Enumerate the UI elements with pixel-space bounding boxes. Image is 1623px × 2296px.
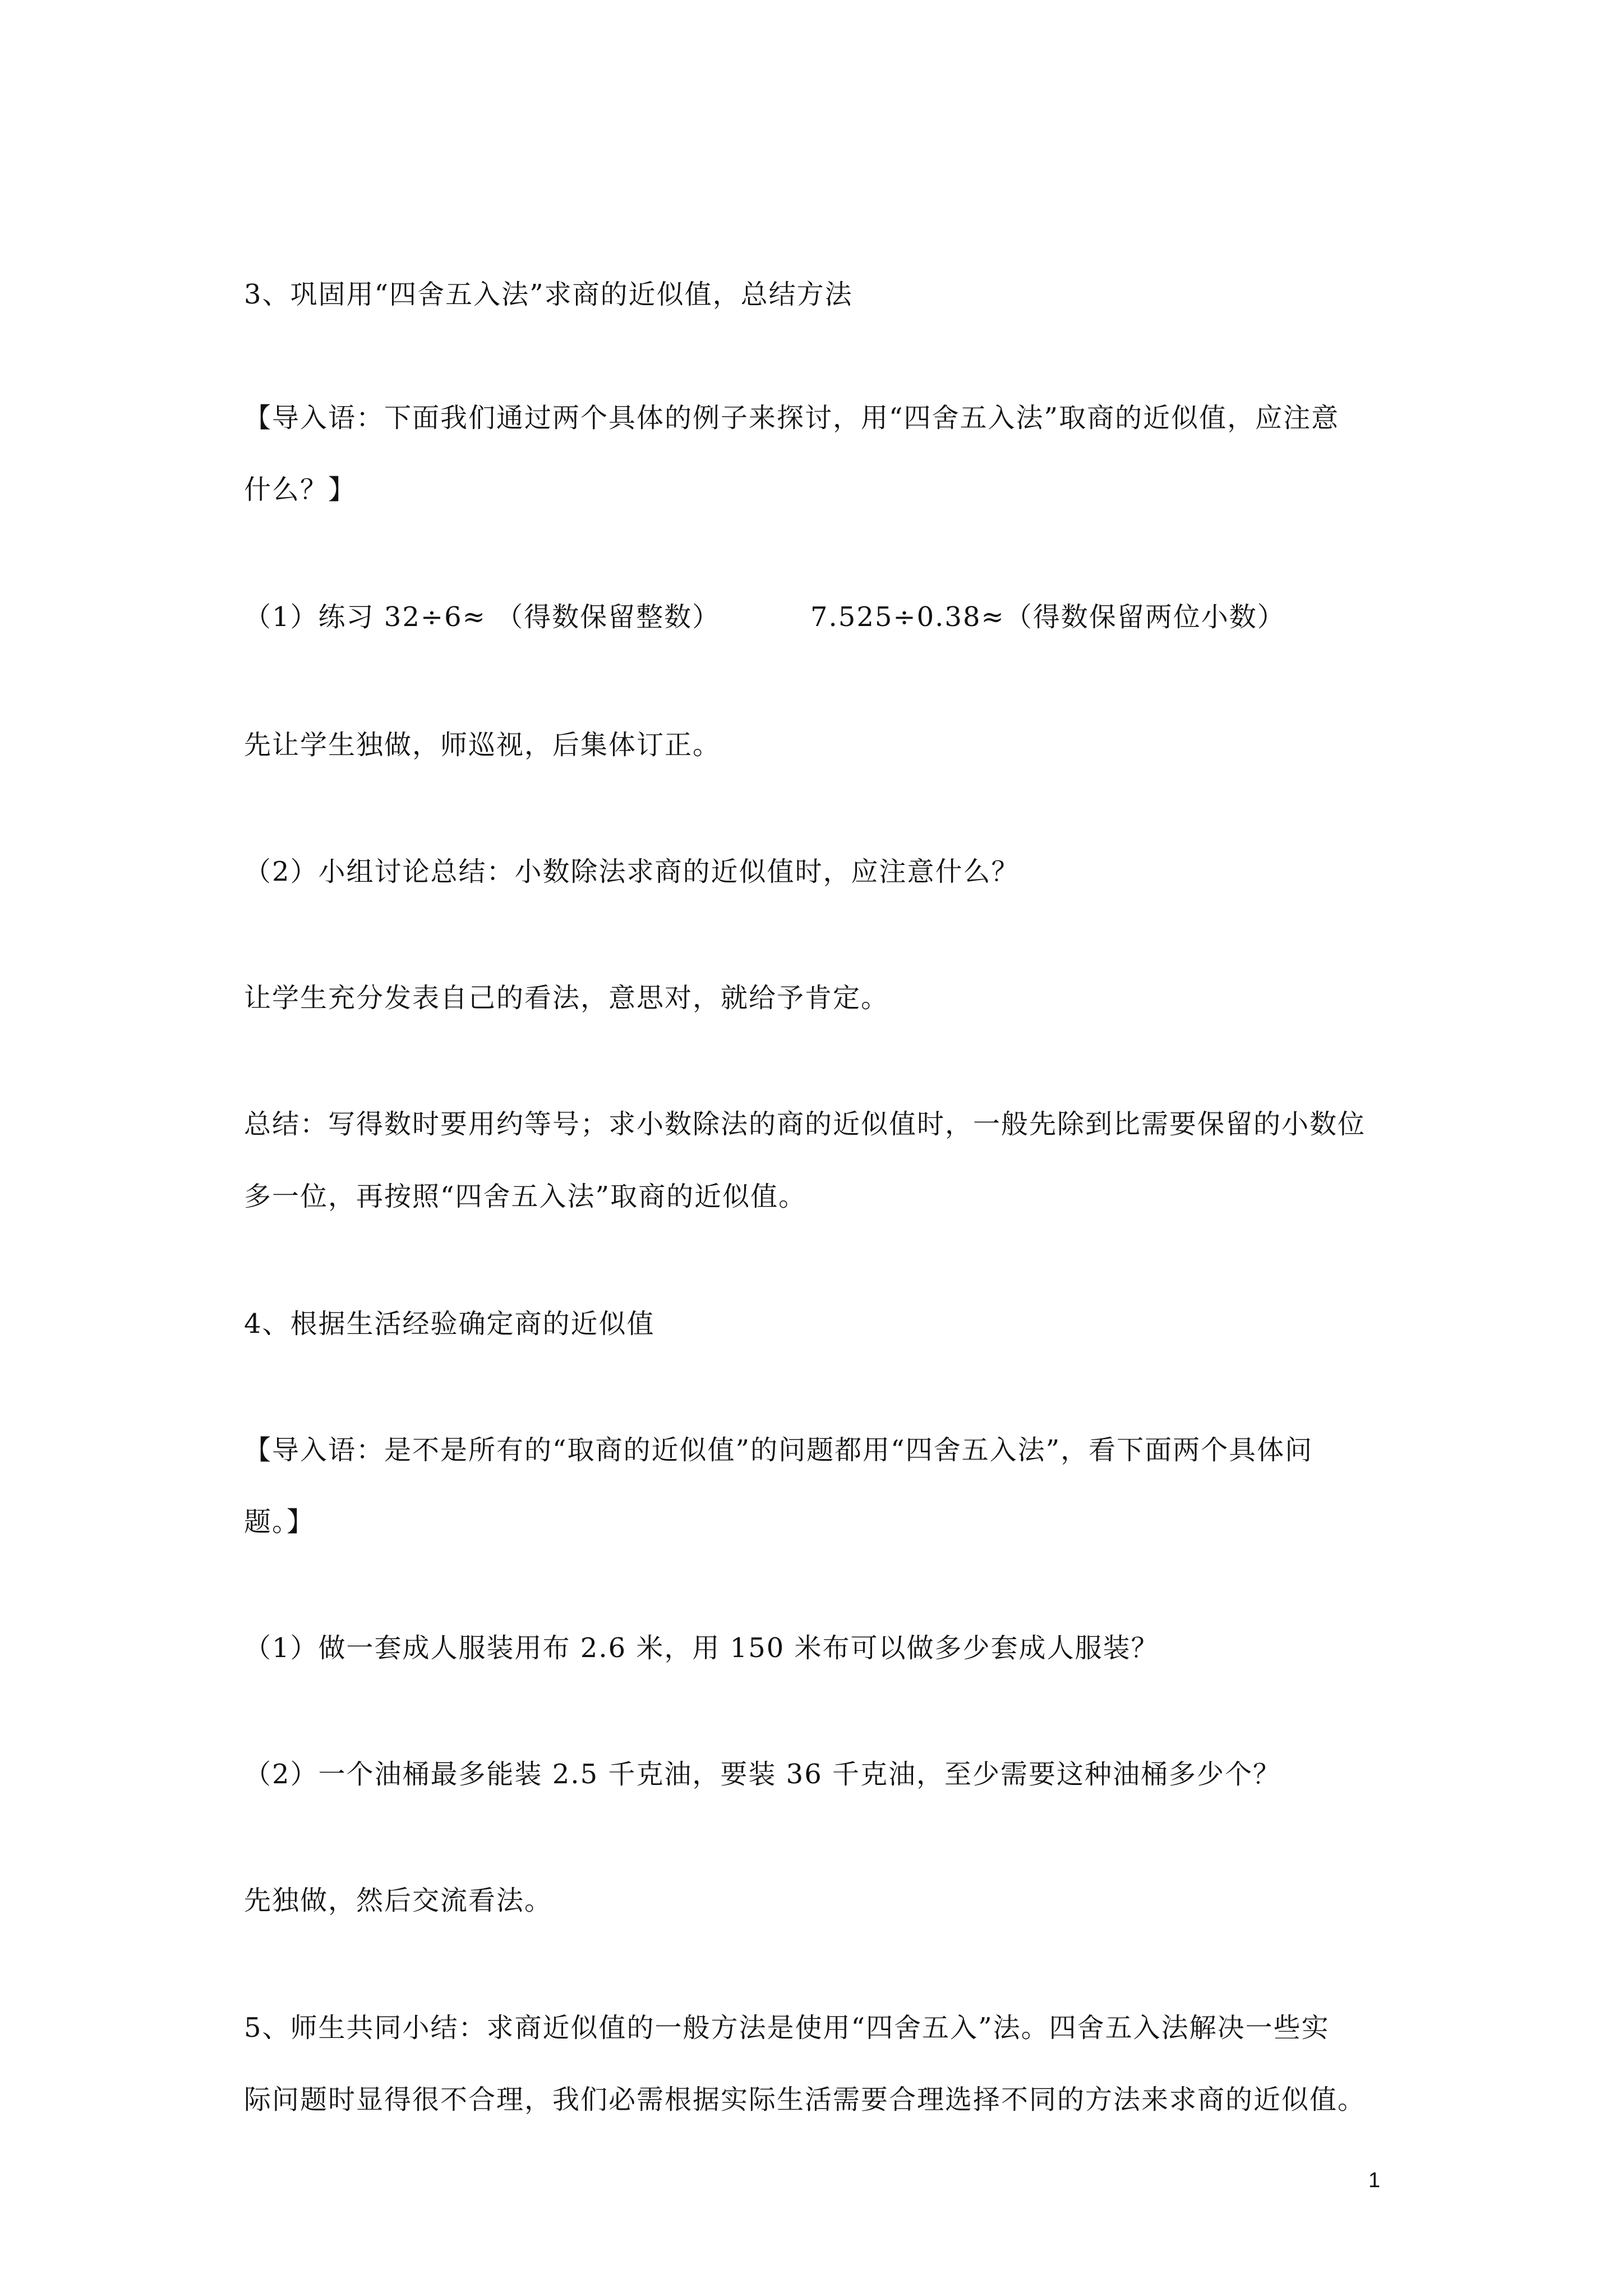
section-3-heading: 3、巩固用“四舍五入法”求商的近似值，总结方法 <box>244 279 853 310</box>
intro-text-line-1: 【导入语：下面我们通过两个具体的例子来探讨，用“四舍五入法”取商的近似值，应注意 <box>244 402 1340 434</box>
intro-2-line-1: 【导入语：是不是所有的“取商的近似值”的问题都用“四舍五入法”，看下面两个具体问 <box>244 1434 1313 1466</box>
exercise-1-part-b: 7.525÷0.38≈（得数保留两位小数） <box>810 601 1285 633</box>
conclusion-line-2: 际问题时显得很不合理，我们必需根据实际生活需要合理选择不同的方法来求商的近似值。 <box>244 2084 1366 2115</box>
exercise-1-line <box>244 600 1285 634</box>
instruction-line: 先让学生独做，师巡视，后集体订正。 <box>244 729 721 761</box>
exercise-1-part-a: （1）练习 32÷6≈ （得数保留整数） <box>244 601 721 633</box>
problem-1-line: （1）做一套成人服装用布 2.6 米，用 150 米布可以做多少套成人服装？ <box>244 1632 1159 1664</box>
summary-line-2: 多一位，再按照“四舍五入法”取商的近似值。 <box>244 1181 807 1212</box>
intro-2-line-2: 题。】 <box>244 1506 315 1538</box>
conclusion-line-1: 5、师生共同小结：求商近似值的一般方法是使用“四舍五入”法。四舍五入法解决一些实 <box>244 2012 1330 2044</box>
section-4-heading: 4、根据生活经验确定商的近似值 <box>244 1308 655 1340</box>
exchange-line: 先独做，然后交流看法。 <box>244 1885 553 1916</box>
problem-2-line: （2）一个油桶最多能装 2.5 千克油，要装 36 千克油，至少需要这种油桶多少个？ <box>244 1759 1281 1790</box>
summary-line-1: 总结：写得数时要用约等号；求小数除法的商的近似值时，一般先除到比需要保留的小数位 <box>244 1108 1366 1140</box>
intro-text-line-2: 什么？】 <box>244 474 357 505</box>
page-number: 1 <box>1368 2169 1381 2192</box>
feedback-line: 让学生充分发表自己的看法，意思对，就给予肯定。 <box>244 982 889 1014</box>
discussion-line: （2）小组讨论总结：小数除法求商的近似值时，应注意什么？ <box>244 856 1020 887</box>
